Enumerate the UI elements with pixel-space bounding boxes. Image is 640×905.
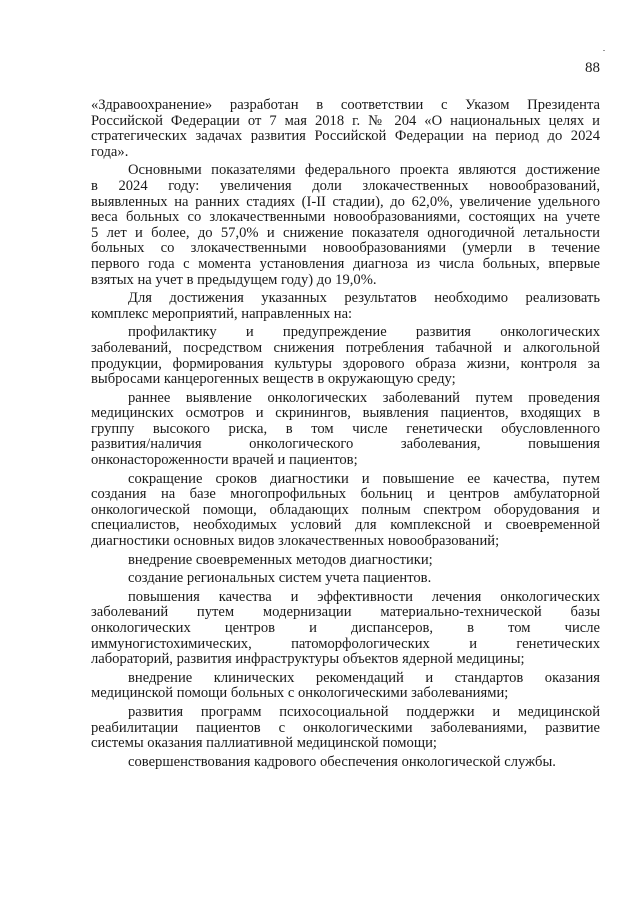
- text-line: «Здравоохранение» разработан в соответствии с Указом Президента: [91, 97, 600, 113]
- text-line: онкологических центров и диспансеров, в том числе: [91, 620, 600, 636]
- text-line: развития/наличия онкологического заболевания, повышения: [91, 436, 600, 453]
- text-line: стратегических задачах развития Российской Федерации на период до 2024: [91, 128, 600, 145]
- text-line: года».: [91, 143, 129, 160]
- paragraph: [91, 671, 600, 702]
- text-line: Российской Федерации от 7 мая 2018 г. № 204 «О национальных целях и: [91, 112, 600, 129]
- text-line: онконастороженности врачей и пациентов;: [91, 452, 358, 469]
- text-line: продукции, формирования культуры здорового образа жизни, контроля за: [91, 355, 600, 372]
- paragraph: [91, 98, 600, 160]
- paragraph: [91, 472, 600, 550]
- text-line: системы оказания паллиативной медицинской помощи;: [91, 735, 437, 752]
- text-line: иммуногистохимических, патоморфологических и генетических: [91, 635, 600, 652]
- text-line: профилактику и предупреждение развития онкологических: [128, 324, 600, 341]
- text-line: повышения качества и эффективности лечения онкологических: [128, 588, 600, 605]
- paragraph: [91, 590, 600, 668]
- text-line: совершенствования кадрового обеспечения онкологической службы.: [128, 753, 556, 770]
- paragraph: [91, 325, 600, 387]
- text-line: реабилитации пациентов с онкологическими заболеваниями, развитие: [91, 719, 600, 736]
- text-line: выявленных на ранних стадиях (I-II стадии), до 62,0%, увеличение удельного: [91, 193, 600, 210]
- text-line: заболеваний путем модернизации материально-технической базы: [91, 604, 600, 621]
- text-line: диагностики основных видов злокачественных новообразований;: [91, 533, 500, 550]
- text-line: 5 лет и более, до 57,0% и снижение показателя одногодичной летальности: [91, 224, 600, 241]
- text-line: онкологической помощи, обладающих полным спектром оборудования и: [91, 501, 600, 518]
- text-line: раннее выявление онкологических заболеваний путем проведения: [128, 389, 600, 406]
- text-line: развития программ психосоциальной поддержки и медицинской: [128, 703, 600, 720]
- text-line: в 2024 году: увеличения доли злокачественных новообразований,: [91, 177, 600, 194]
- text-line: больных со злокачественными новообразованиями (умерли в течение: [91, 240, 600, 257]
- paragraph: [91, 391, 600, 469]
- text-line: Для достижения указанных результатов необходимо реализовать: [128, 290, 600, 307]
- text-line: заболеваний, посредством снижения потребления табачной и алкогольной: [91, 339, 600, 356]
- document-body: [91, 98, 600, 773]
- page-number: 88: [585, 60, 600, 76]
- paragraph: [91, 163, 600, 288]
- text-line: Основными показателями федерального проекта являются достижение: [128, 162, 600, 179]
- text-line: медицинских осмотров и скринингов, выявления пациентов, входящих в: [91, 405, 600, 422]
- text-line: сокращение сроков диагностики и повышение ее качества, путем: [128, 470, 600, 487]
- text-line: внедрение своевременных методов диагностики;: [128, 551, 433, 568]
- text-line: выбросами канцерогенных веществ в окружающую среду;: [91, 371, 456, 388]
- paragraph: [91, 571, 600, 587]
- scan-artifact: [603, 50, 605, 51]
- text-line: группу высокого риска, в том числе генетически обусловленного: [91, 420, 600, 437]
- paragraph: [91, 553, 600, 569]
- text-line: первого года с момента установления диагноза из числа больных, впервые: [91, 255, 600, 272]
- paragraph: [91, 291, 600, 322]
- text-line: лабораторий, развития инфраструктуры объектов ядерной медицины;: [91, 651, 525, 668]
- text-line: создание региональных систем учета пациентов.: [128, 570, 432, 587]
- text-line: взятых на учет в предыдущем году) до 19,0%.: [91, 271, 377, 288]
- text-line: медицинской помощи больных с онкологическими заболеваниями;: [91, 685, 509, 702]
- text-line: специалистов, необходимых условий для комплексной и своевременной: [91, 517, 600, 534]
- text-line: веса больных со злокачественными новообразованиями, состоящих на учете: [91, 209, 600, 226]
- text-line: создания на базе многопрофильных больниц и центров амбулаторной: [91, 486, 600, 503]
- paragraph: [91, 755, 600, 771]
- text-line: внедрение клинических рекомендаций и стандартов оказания: [128, 669, 600, 686]
- text-line: комплекс мероприятий, направленных на:: [91, 305, 353, 322]
- paragraph: [91, 705, 600, 752]
